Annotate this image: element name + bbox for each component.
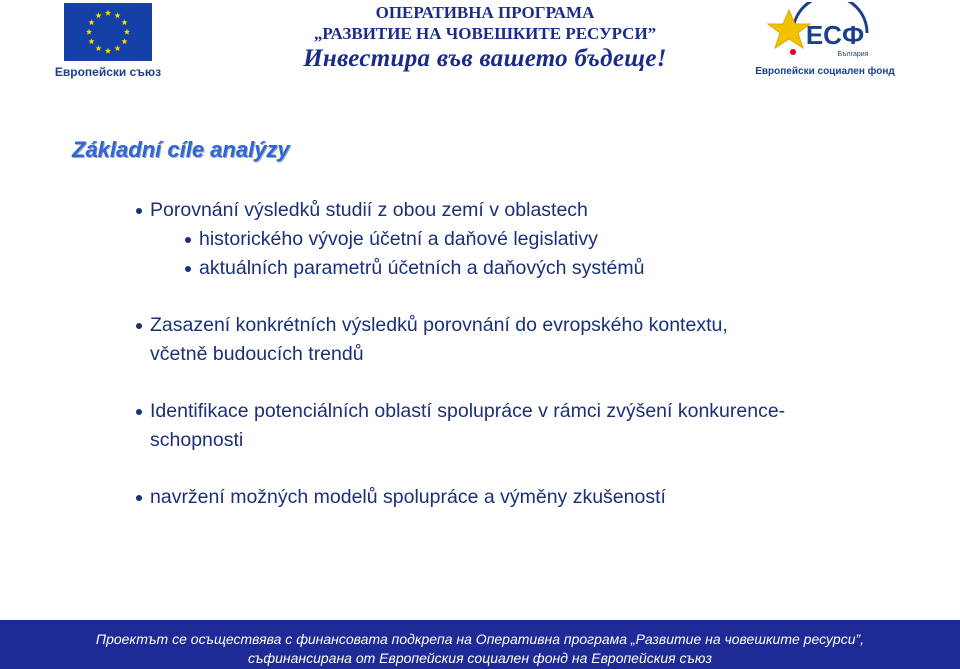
- esf-caption: Европейски социален фонд: [755, 66, 895, 77]
- eu-star-icon: [121, 19, 127, 25]
- eu-flag-icon: [64, 3, 152, 61]
- program-slogan: Инвестира във вашето бъдеще!: [303, 45, 667, 72]
- eu-star-icon: [89, 19, 95, 25]
- bullet-item: [150, 196, 588, 225]
- bullet-text: navržení možných modelů spolupráce a výměny zkušeností: [150, 486, 666, 508]
- bullet-text: Porovnání výsledků studií z obou zemí v oblastech: [150, 199, 588, 221]
- bullet-text: Identifikace potenciálních oblastí spolupráce v rámci zvýšení konkurence-: [150, 400, 786, 422]
- bullet-icon: [136, 495, 142, 501]
- eu-star-icon: [89, 38, 95, 44]
- footer-line-2: съфинансирана от Европейския социален фонд на Европейския съюз: [248, 650, 712, 666]
- eu-star-icon: [95, 12, 101, 18]
- slide-title: Základní cíle analýzy: [72, 137, 290, 162]
- bullet-icon: [136, 409, 142, 415]
- program-line-1: ОПЕРАТИВНА ПРОГРАМА: [375, 3, 595, 22]
- footer-line-1: Проектът се осъществява с финансовата подкрепа на Оперативна програма „Развитие на човешките ресурси”,: [95, 631, 865, 647]
- esf-logo: [755, 2, 895, 84]
- esf-logo-sub: България: [837, 51, 869, 58]
- bullet-item: [150, 483, 666, 512]
- bullet-text: aktuálních parametrů účetních a daňových systémů: [199, 257, 645, 279]
- bullet-text: včetně budoucích trendů: [150, 343, 364, 365]
- sub-bullet-item: [199, 225, 598, 254]
- bullet-continuation: [150, 426, 243, 455]
- eu-star-icon: [114, 45, 120, 51]
- bullet-item: [150, 397, 785, 426]
- bullet-text: historického vývoje účetní a daňové legislativy: [199, 228, 598, 250]
- bullet-icon: [185, 266, 191, 272]
- eu-star-icon: [124, 29, 130, 35]
- bullet-text: schopnosti: [150, 429, 244, 451]
- eu-star-icon: [114, 12, 120, 18]
- bullet-icon: [185, 237, 191, 243]
- eu-star-icon: [105, 48, 111, 54]
- esf-logo-text: ЕСФ: [805, 20, 865, 50]
- header: [0, 0, 960, 92]
- eu-logo: [52, 3, 164, 83]
- program-line-2: „РАЗВИТИЕ НА ЧОВЕШКИТЕ РЕСУРСИ”: [313, 24, 657, 43]
- footer: [0, 620, 960, 669]
- eu-star-icon: [121, 38, 127, 44]
- bullet-item: [150, 311, 728, 340]
- bullet-continuation: [150, 340, 364, 369]
- eu-star-icon: [105, 10, 111, 16]
- bullet-icon: [136, 208, 142, 214]
- program-heading: [285, 2, 685, 74]
- sub-bullet-item: [199, 254, 645, 283]
- bullet-text: Zasazení konkrétních výsledků porovnání do evropského kontextu,: [150, 314, 728, 336]
- eu-star-icon: [95, 45, 101, 51]
- eu-caption: Европейски съюз: [54, 65, 162, 79]
- bullet-icon: [136, 323, 142, 329]
- eu-star-icon: [86, 29, 92, 35]
- esf-emblem-icon: [755, 2, 895, 64]
